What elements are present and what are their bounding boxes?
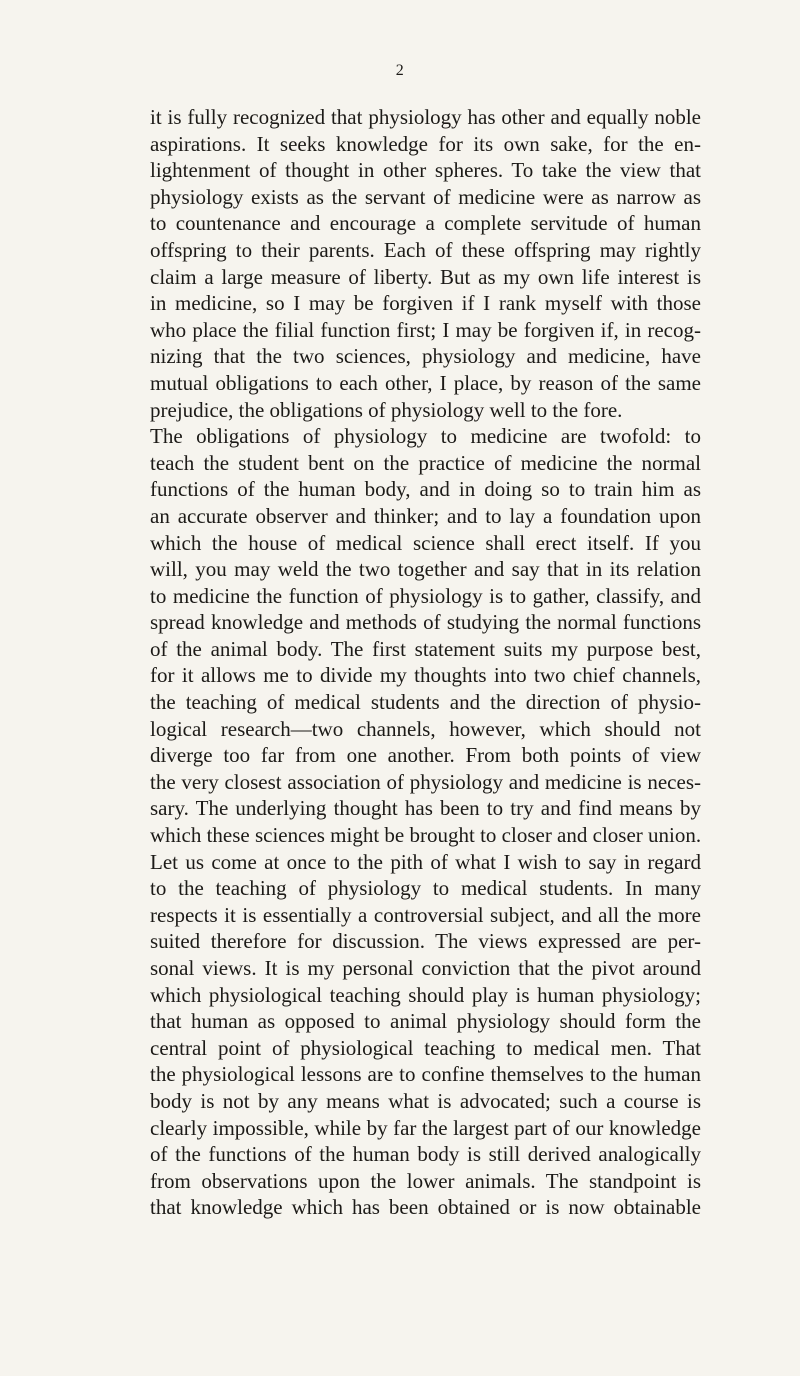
text-line: sary. The underlying thought has been to try and find means by bbox=[150, 796, 701, 821]
text-line: sonal views. It is my personal conviction that the pivot around bbox=[150, 956, 701, 980]
text-line: physiology exists as the servant of medicine were as narrow as bbox=[150, 184, 701, 209]
text-line: which these sciences might be brought to closer and closer union. bbox=[150, 823, 702, 848]
text-line: prejudice, the obligations of physiology well to the fore. bbox=[150, 397, 623, 422]
text-line: body is not by any means what is advocated; such a course is bbox=[150, 1088, 701, 1113]
text-line: that knowledge which has been obtained or is now obtainable bbox=[150, 1195, 701, 1220]
text-line: clearly impossible, while by far the largest part of our knowledge bbox=[150, 1115, 701, 1140]
body-text bbox=[150, 104, 701, 1221]
text-line: spread knowledge and methods of studying the normal functions bbox=[150, 610, 701, 635]
text-line: aspirations. It seeks knowledge for its own sake, for the en- bbox=[150, 131, 701, 156]
text-line: of the functions of the human body is still derived analogically bbox=[150, 1142, 701, 1167]
text-line: teach the student bent on the practice of medicine the normal bbox=[150, 450, 701, 475]
text-line: which physiological teaching should play is human physiology; bbox=[150, 982, 701, 1007]
text-line: of the animal body. The first statement suits my purpose best, bbox=[150, 636, 701, 661]
text-line: the teaching of medical students and the direction of physio- bbox=[150, 690, 701, 715]
text-line: to medicine the function of physiology is to gather, classify, and bbox=[150, 583, 701, 608]
text-line: lightenment of thought in other spheres. To take the view that bbox=[150, 158, 701, 183]
text-line: offspring to their parents. Each of these offspring may rightly bbox=[150, 237, 701, 262]
text-line: The obligations of physiology to medicine are twofold: to bbox=[150, 424, 701, 449]
text-line: who place the filial function first; I may be forgiven if, in recog- bbox=[150, 317, 701, 342]
text-line: an accurate observer and thinker; and to lay a foundation upon bbox=[150, 503, 701, 528]
text-line: Let us come at once to the pith of what I wish to say in regard bbox=[150, 849, 701, 874]
text-line: logical research—two channels, however, which should not bbox=[150, 716, 701, 741]
text-line: the physiological lessons are to confine themselves to the human bbox=[150, 1062, 701, 1087]
text-line: central point of physiological teaching to medical men. That bbox=[150, 1035, 701, 1060]
text-line: nizing that the two sciences, physiology and medicine, have bbox=[150, 344, 701, 369]
text-line: suited therefore for discussion. The views expressed are per- bbox=[150, 929, 701, 954]
text-line: respects it is essentially a controversial subject, and all the more bbox=[150, 902, 701, 927]
text-line: in medicine, so I may be forgiven if I rank myself with those bbox=[150, 291, 701, 316]
text-line: functions of the human body, and in doing so to train him as bbox=[150, 477, 701, 502]
text-line: which the house of medical science shall erect itself. If you bbox=[150, 530, 701, 555]
text-line: diverge too far from one another. From both points of view bbox=[150, 743, 701, 768]
text-line: mutual obligations to each other, I place, by reason of the same bbox=[150, 370, 701, 395]
text-line: will, you may weld the two together and say that in its relation bbox=[150, 557, 701, 582]
text-line: from observations upon the lower animals. The standpoint is bbox=[150, 1168, 701, 1193]
text-line: to the teaching of physiology to medical students. In many bbox=[150, 876, 701, 901]
text-line: that human as opposed to animal physiology should form the bbox=[150, 1009, 701, 1034]
text-line: to countenance and encourage a complete servitude of human bbox=[150, 211, 701, 236]
text-line: it is fully recognized that physiology has other and equally noble bbox=[150, 105, 701, 129]
text-line: for it allows me to divide my thoughts into two chief channels, bbox=[150, 663, 701, 688]
text-line: the very closest association of physiology and medicine is neces- bbox=[150, 769, 701, 794]
text-line: claim a large measure of liberty. But as my own life interest is bbox=[150, 264, 701, 289]
page-number: 2 bbox=[395, 62, 405, 79]
